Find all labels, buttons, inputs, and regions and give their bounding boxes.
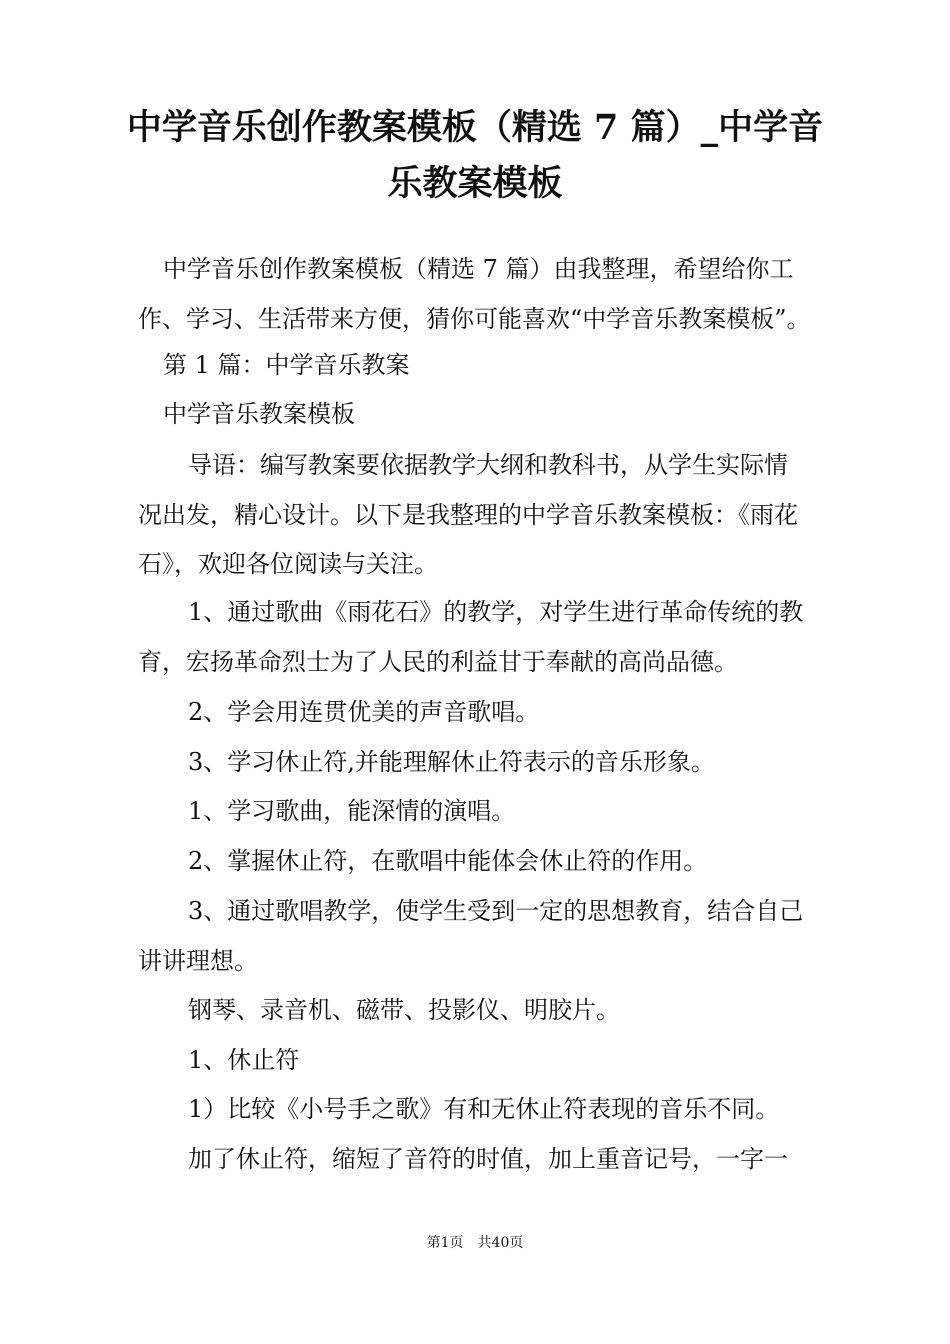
paragraph-guide-line-1: 导语：编写教案要依据教学大纲和教科书，从学生实际情 xyxy=(188,451,788,479)
key-item-3-line-2: 讲讲理想。 xyxy=(138,947,258,975)
goal-item-1-line-2: 育，宏扬革命烈士为了人民的利益甘于奉献的高尚品德。 xyxy=(138,648,738,676)
page-number-current: 第1页 xyxy=(426,1235,464,1251)
key-item-3-line-1: 3、通过歌唱教学，使学生受到一定的思想教育，结合自己 xyxy=(188,897,804,925)
paragraph-guide-line-3: 石》，欢迎各位阅读与关注。 xyxy=(138,550,438,578)
key-item-2: 2、掌握休止符，在歌唱中能体会休止符的作用。 xyxy=(188,847,708,875)
key-item-1: 1、学习歌曲，能深情的演唱。 xyxy=(188,797,516,825)
step-heading-1: 1、休止符 xyxy=(188,1046,300,1074)
paragraph-guide-line-2: 况出发，精心设计。以下是我整理的中学音乐教案模板：《雨花 xyxy=(138,501,798,529)
section-subtitle: 中学音乐教案模板 xyxy=(163,400,355,428)
goal-item-1-line-1: 1、通过歌曲《雨花石》的教学，对学生进行革命传统的教 xyxy=(188,598,804,626)
paragraph-intro-line-1: 中学音乐创作教案模板（精选 7 篇）由我整理，希望给你工 xyxy=(163,255,794,283)
step-item-1-1: 1）比较《小号手之歌》有和无休止符表现的音乐不同。 xyxy=(188,1095,780,1123)
page-number-total: 共40页 xyxy=(477,1235,524,1251)
goal-item-2: 2、学会用连贯优美的声音歌唱。 xyxy=(188,698,540,726)
tools-list: 钢琴、录音机、磁带、投影仪、明胶片。 xyxy=(188,996,620,1024)
page-footer xyxy=(0,1233,950,1253)
section-heading-1: 第 1 篇：中学音乐教案 xyxy=(163,351,410,379)
goal-item-3: 3、学习休止符,并能理解休止符表示的音乐形象。 xyxy=(188,748,715,776)
step-item-1-2: 加了休止符，缩短了音符的时值，加上重音记号，一字一 xyxy=(188,1145,788,1173)
document-title: 中学音乐创作教案模板（精选 7 篇）_中学音乐教案模板 xyxy=(126,107,824,204)
paragraph-intro-line-2: 作、学习、生活带来方便，猜你可能喜欢“中学音乐教案模板”。 xyxy=(138,305,811,333)
